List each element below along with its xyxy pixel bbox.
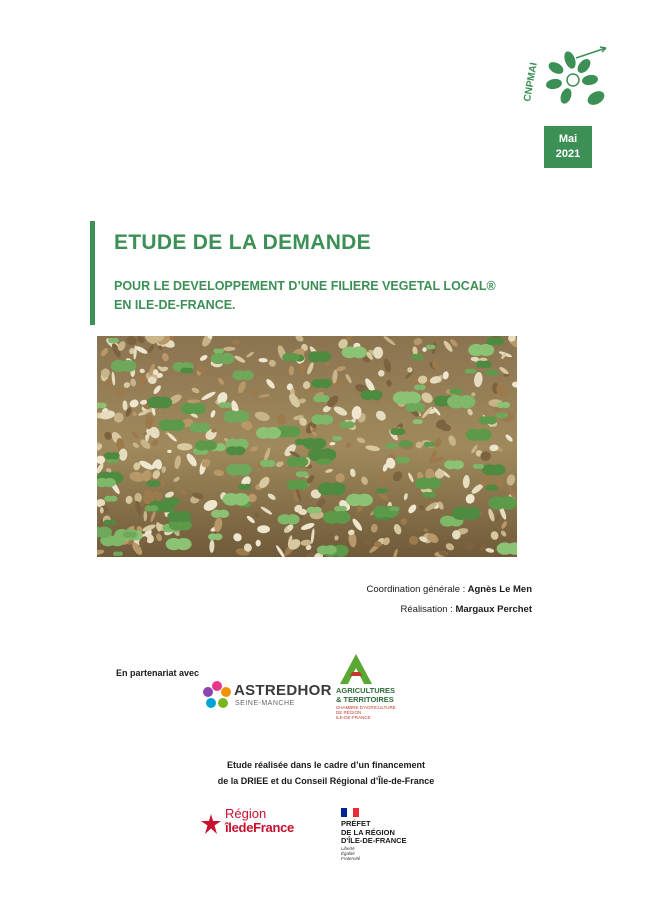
realisation-label: Réalisation : [400, 604, 453, 615]
subtitle-line-1: POUR LE DEVELOPPEMENT D’UNE FILIERE VEGETAL LOCAL® [114, 279, 496, 293]
subtitle-line-2: EN ILE-DE-FRANCE. [114, 298, 236, 312]
date-year: 2021 [555, 148, 581, 160]
funding-notice [0, 757, 652, 789]
astredhor-flower-icon [202, 680, 232, 710]
astredhor-logo [202, 678, 332, 714]
funding-line-2: de la DRIEE et du Conseil Régional d’Île-de-France [217, 776, 435, 786]
agriculture-a-icon [336, 652, 376, 686]
agri-small-lines [336, 705, 396, 720]
chambre-agriculture-logo [334, 652, 404, 724]
coordination-name: Agnès Le Men [467, 584, 532, 595]
prefet-title [341, 820, 407, 846]
motto-liberte: Liberté [341, 846, 355, 851]
agri-line-5: ILE-DE-FRANCE [336, 715, 371, 720]
region-idf-logo [201, 804, 319, 844]
prefet-line-1: PRÉFET [341, 819, 371, 828]
realisation-name: Margaux Perchet [455, 604, 532, 615]
astredhor-sub: SEINE-MANCHE [235, 700, 295, 707]
document-title: ETUDE DE LA DEMANDE [114, 231, 371, 254]
date-month: Mai [558, 133, 578, 145]
agri-line-4: DE RÉGION [336, 710, 362, 715]
cnpmai-logo [518, 42, 618, 114]
motto-fraternite: Fraternité [341, 856, 361, 861]
realisation-line [367, 600, 532, 620]
prefet-motto [341, 846, 360, 861]
prefet-line-2: DE LA RÉGION [341, 827, 395, 837]
seedlings-photo [97, 336, 517, 557]
astredhor-name: ASTREDHOR [234, 682, 332, 699]
coordination-line [367, 580, 532, 600]
region-line-1: Région [225, 806, 267, 821]
marianne-flag-icon [341, 808, 359, 817]
credits [367, 580, 532, 620]
document-subtitle [114, 277, 534, 315]
coordination-label: Coordination générale : [366, 584, 466, 595]
partnership-label: En partenariat avec [116, 668, 200, 678]
date-badge [544, 126, 592, 168]
agri-line-2: & TERRITOIRES [336, 695, 394, 704]
agri-line-1: AGRICULTURES [336, 686, 396, 695]
prefet-line-3: D'ÎLE-DE-FRANCE [341, 836, 407, 845]
agri-line-3: CHAMBRE D'AGRICULTURE [336, 705, 396, 710]
motto-egalite: Égalité [341, 851, 355, 856]
cnpmai-logo-text: CNPMAI [522, 61, 540, 103]
title-accent-bar [90, 221, 95, 325]
region-line-2: îledeFrance [225, 820, 294, 835]
region-star-icon [201, 814, 221, 834]
prefet-logo [341, 808, 441, 863]
funding-line-1: Etude réalisée dans le cadre d’un financement [226, 760, 426, 770]
